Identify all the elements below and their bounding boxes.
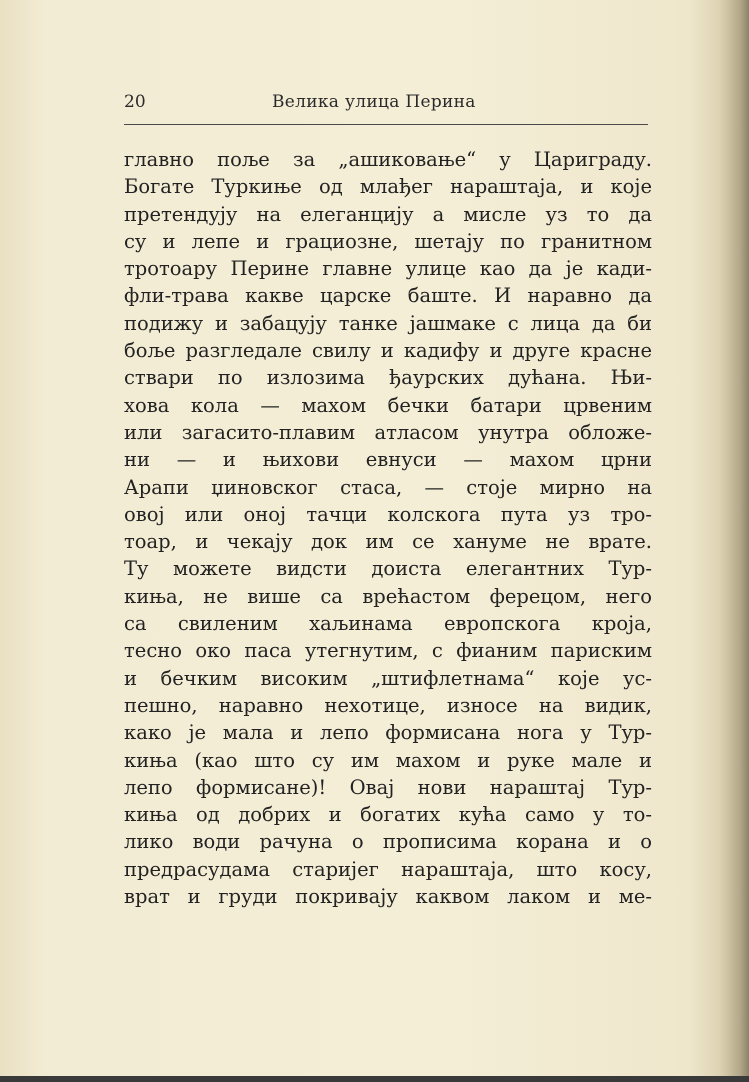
text-line: претендују на елеганцију а мисле уз то да [124, 202, 652, 226]
text-line: тротоару Перине главне улице као да је кади- [124, 257, 652, 281]
text-line: главно поље за „ашиковање“ у Цариграду. [124, 148, 652, 171]
text-line: фли-трава какве царске баште. И наравно да [124, 284, 652, 308]
text-line: су и лепе и грациозне, шетају по гранитном [124, 229, 652, 253]
text-line: Богате Туркиње од млађег нараштаја, и које [124, 175, 652, 199]
text-line: лепо формисане)! Овај нови нараштај Тур- [124, 775, 652, 799]
page-header [124, 92, 648, 122]
text-line: предрасудама старијег нараштаја, што косу, [124, 857, 652, 881]
text-line: како је мала и лепо формисана нога у Тур- [124, 721, 652, 745]
text-line: боље разгледале свилу и кадифу и друге красне [124, 339, 652, 363]
text-line: хова кола — махом бечки батари црвеним [124, 393, 652, 417]
text-line: са свиленим хаљинама европскога кроја, [124, 612, 652, 636]
text-line: овој или оној тачци колскога пута уз тро- [124, 502, 652, 526]
text-line: Ту можете видсти доиста елегантних Тур- [124, 557, 652, 581]
text-line: пешно, наравно нехотице, износе на видик, [124, 693, 652, 717]
text-line: врат и груди покривају каквом лаком и ме- [124, 885, 652, 909]
text-line: лико води рачуна о прописима корана и о [124, 830, 652, 854]
text-line: тоар, и чекају док им се хануме не врате. [124, 530, 652, 554]
text-line: киња, не више са врећастом ферецом, него [124, 584, 652, 608]
page-edge-shadow [719, 0, 749, 1082]
running-title: Велика улица Перина [272, 92, 476, 112]
body-text [124, 146, 652, 910]
text-line: и бечким високим „штифлетнама“ које ус- [124, 666, 652, 690]
page-number: 20 [124, 92, 146, 112]
text-line: ствари по излозима ђаурских дућана. Њи- [124, 366, 652, 390]
text-line: киња од добрих и богатих кућа само у то- [124, 803, 652, 827]
text-line: Арапи џиновског стаса, — стоје мирно на [124, 475, 652, 499]
page-bottom-edge [0, 1076, 749, 1082]
text-line: киња (као што су им махом и руке мале и [124, 748, 652, 772]
text-line: или загасито-плавим атласом унутра обложе- [124, 420, 652, 444]
text-line: подижу и забацују танке јашмаке с лица да би [124, 311, 652, 335]
header-rule [124, 124, 648, 125]
text-line: ни — и њихови евнуси — махом црни [124, 448, 652, 472]
text-line: тесно око паса утегнутим, с фиaним париским [124, 639, 652, 663]
